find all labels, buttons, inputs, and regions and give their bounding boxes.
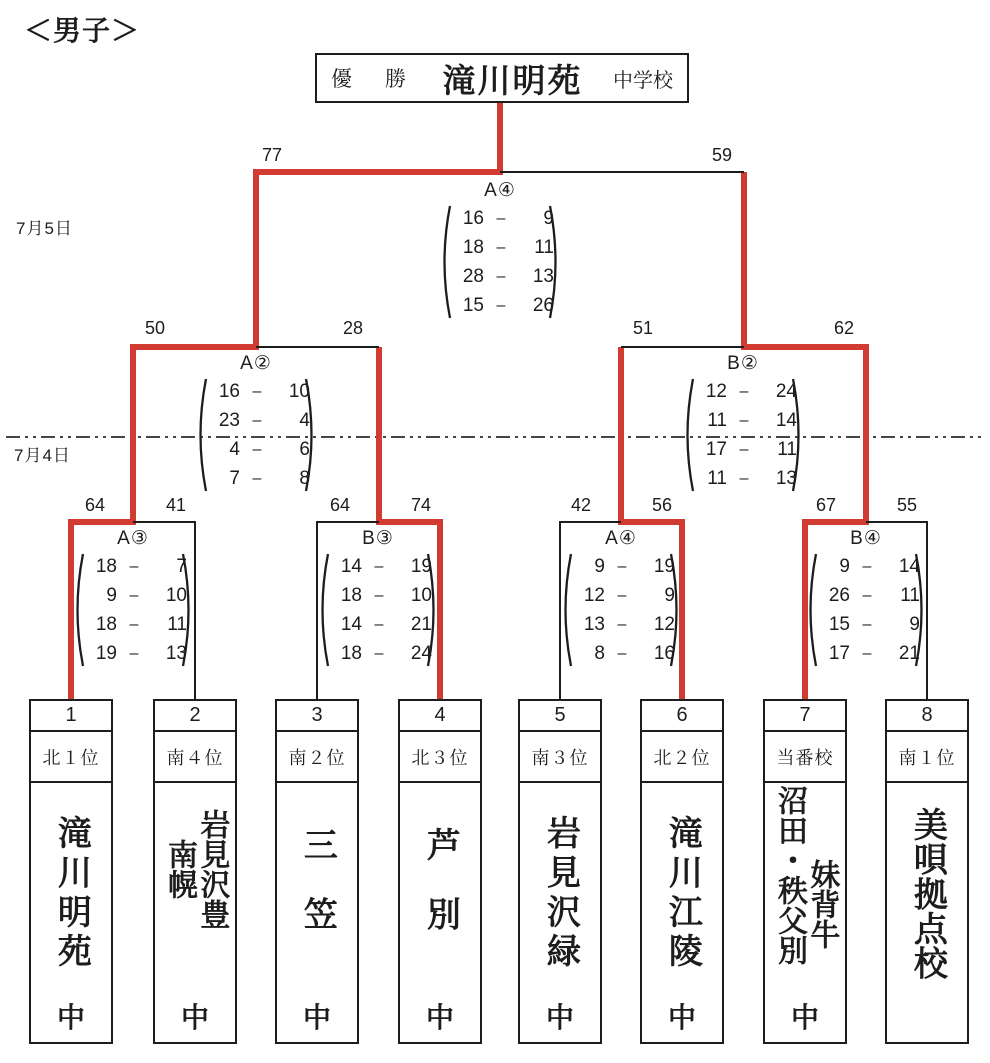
score-separator: – [739,440,749,458]
score-row [326,585,432,607]
score-left: 14 [340,555,362,577]
score-right: 26 [532,294,554,316]
team-number: 2 [153,699,237,732]
team-name: 岩見沢豊 [195,809,229,929]
score-right: 12 [653,613,675,635]
score-left: 11 [707,409,727,431]
score-row [448,237,554,259]
score-right: 11 [534,236,554,258]
score-box [438,203,562,321]
score-separator: – [496,296,506,314]
score-separator: – [252,440,262,458]
total-score: 56 [651,495,673,515]
score-separator: – [617,586,627,604]
score-right: 13 [165,642,187,664]
score-left: 9 [839,555,850,577]
score-row [569,556,675,578]
match-semi-b [681,353,805,494]
champion-label: 優 勝 [331,68,412,91]
score-right: 21 [410,613,432,635]
score-row [569,585,675,607]
score-row [204,439,310,461]
team-seed: 南３位 [518,730,602,783]
score-row [448,295,554,317]
paren-right [304,376,318,494]
match-label: B② [727,353,759,374]
team-name: 岩見沢緑 [541,815,580,973]
score-row [691,381,797,403]
score-left: 18 [462,236,484,258]
total-score: 42 [570,495,592,515]
score-row [81,585,187,607]
champion-box [315,53,689,103]
score-left: 23 [218,409,240,431]
date-label-jul5: 7月5日 [16,219,73,238]
total-score: 51 [632,318,654,338]
team-name-box [275,781,359,1044]
match-r1-a4 [559,528,683,669]
page-title: ＜男子＞ [24,15,141,46]
team-number: 4 [398,699,482,732]
total-score: 67 [815,495,837,515]
paren-right [181,551,195,669]
score-row [569,614,675,636]
team-name: 美唄拠点校 [908,807,947,981]
total-score: 64 [329,495,351,515]
score-box [316,551,440,669]
total-score: 62 [833,318,855,338]
score-right: 10 [165,584,187,606]
total-score: 64 [84,495,106,515]
team-number: 7 [763,699,847,732]
score-left: 28 [462,265,484,287]
score-right: 14 [898,555,920,577]
team-school-suffix: 中 [790,1002,819,1033]
team-name: 沼田・秩父別 [773,785,806,965]
score-separator: – [617,557,627,575]
score-left: 18 [340,584,362,606]
match-r1-a3 [71,528,195,669]
score-separator: – [496,267,506,285]
score-separator: – [862,557,872,575]
score-row [691,439,797,461]
score-separator: – [129,615,139,633]
score-right: 11 [167,613,187,635]
score-box [681,376,805,494]
team-name-box [885,781,969,1044]
score-right: 19 [653,555,675,577]
score-row [81,556,187,578]
total-score: 74 [410,495,432,515]
score-separator: – [739,382,749,400]
champion-name: 滝川明苑 [442,61,583,99]
paren-right [669,551,683,669]
score-row [326,556,432,578]
score-row [569,643,675,665]
team-column-5 [518,699,602,1044]
score-box [71,551,195,669]
score-separator: – [862,615,872,633]
score-right: 10 [288,380,310,402]
score-separator: – [496,209,506,227]
match-r1-b4 [804,528,928,669]
score-right: 13 [775,467,797,489]
score-row [204,381,310,403]
team-name-box [763,781,847,1044]
score-left: 11 [707,467,727,489]
score-right: 10 [410,584,432,606]
team-seed: 南４位 [153,730,237,783]
score-separator: – [129,586,139,604]
team-number: 8 [885,699,969,732]
total-score: 55 [896,495,918,515]
score-right: 9 [909,613,920,635]
score-right: 19 [410,555,432,577]
score-left: 9 [106,584,117,606]
score-right: 16 [653,642,675,664]
match-label: A④ [484,180,516,201]
score-left: 14 [340,613,362,635]
team-school-suffix: 中 [56,1002,85,1033]
score-left: 12 [583,584,605,606]
score-left: 4 [229,438,240,460]
score-right: 24 [410,642,432,664]
team-name: 三笠 [298,827,337,967]
team-column-8 [885,699,969,1044]
score-row [204,468,310,490]
paren-right [914,551,928,669]
score-right: 13 [532,265,554,287]
paren-right [548,203,562,321]
team-seed: 北３位 [398,730,482,783]
score-left: 8 [594,642,605,664]
score-left: 18 [95,613,117,635]
score-left: 18 [340,642,362,664]
score-separator: – [862,644,872,662]
team-number: 6 [640,699,724,732]
score-row [691,468,797,490]
score-right: 21 [898,642,920,664]
total-score: 59 [711,145,733,165]
score-row [691,410,797,432]
team-seed: 北２位 [640,730,724,783]
team-name: 芦別 [421,827,460,967]
score-row [326,643,432,665]
score-left: 16 [218,380,240,402]
match-label: A③ [117,528,149,549]
match-label: A④ [605,528,637,549]
score-left: 17 [828,642,850,664]
score-right: 6 [299,438,310,460]
team-column-7 [763,699,847,1044]
team-school-suffix: 中 [667,1002,696,1033]
score-left: 26 [828,584,850,606]
team-column-3 [275,699,359,1044]
team-name-box [29,781,113,1044]
total-score: 50 [144,318,166,338]
score-box [559,551,683,669]
score-separator: – [617,615,627,633]
score-row [326,614,432,636]
score-row [81,643,187,665]
team-seed: 南２位 [275,730,359,783]
score-left: 15 [828,613,850,635]
score-right: 9 [664,584,675,606]
team-seed: 当番校 [763,730,847,783]
score-separator: – [252,382,262,400]
score-separator: – [374,586,384,604]
team-column-1 [29,699,113,1044]
score-separator: – [252,469,262,487]
score-left: 19 [95,642,117,664]
match-label: B③ [362,528,394,549]
team-name: 滝川明苑 [52,815,91,973]
match-label: B④ [850,528,882,549]
score-separator: – [739,411,749,429]
score-left: 18 [95,555,117,577]
score-right: 7 [176,555,187,577]
score-separator: – [862,586,872,604]
team-column-4 [398,699,482,1044]
score-left: 17 [705,438,727,460]
score-row [448,266,554,288]
score-right: 9 [543,207,554,229]
team-name-box [398,781,482,1044]
score-right: 11 [900,584,920,606]
score-left: 16 [462,207,484,229]
champion-school-suffix: 中学校 [613,69,673,92]
score-row [814,585,920,607]
team-school-suffix: 中 [425,1002,454,1033]
score-row [81,614,187,636]
team-name-box [518,781,602,1044]
score-separator: – [496,238,506,256]
score-row [814,614,920,636]
score-separator: – [739,469,749,487]
score-box [804,551,928,669]
score-row [448,208,554,230]
score-separator: – [617,644,627,662]
score-left: 7 [229,467,240,489]
team-number: 3 [275,699,359,732]
paren-right [791,376,805,494]
score-left: 12 [705,380,727,402]
score-left: 13 [583,613,605,635]
total-score: 28 [342,318,364,338]
team-name-box [640,781,724,1044]
score-row [814,643,920,665]
team-name: 妹背牛 [805,859,839,949]
score-left: 15 [462,294,484,316]
team-school-suffix: 中 [180,1002,209,1033]
score-left: 9 [594,555,605,577]
score-right: 11 [777,438,797,460]
team-column-2 [153,699,237,1044]
score-right: 14 [775,409,797,431]
score-separator: – [129,557,139,575]
match-final [438,180,562,321]
score-separator: – [252,411,262,429]
date-label-jul4: 7月4日 [14,446,71,465]
total-score: 41 [165,495,187,515]
score-separator: – [129,644,139,662]
score-right: 24 [775,380,797,402]
score-row [814,556,920,578]
team-number: 1 [29,699,113,732]
team-number: 5 [518,699,602,732]
team-column-6 [640,699,724,1044]
team-name: 滝川江陵 [663,815,702,973]
paren-right [426,551,440,669]
team-school-suffix: 中 [545,1002,574,1033]
total-score: 77 [261,145,283,165]
match-semi-a [194,353,318,494]
match-label: A② [240,353,272,374]
team-seed: 北１位 [29,730,113,783]
score-box [194,376,318,494]
score-right: 8 [299,467,310,489]
team-seed: 南１位 [885,730,969,783]
score-separator: – [374,615,384,633]
team-name: 南幌 [163,839,196,899]
score-separator: – [374,644,384,662]
team-name-box [153,781,237,1044]
score-separator: – [374,557,384,575]
score-right: 4 [299,409,310,431]
team-school-suffix: 中 [302,1002,331,1033]
score-row [204,410,310,432]
match-r1-b3 [316,528,440,669]
